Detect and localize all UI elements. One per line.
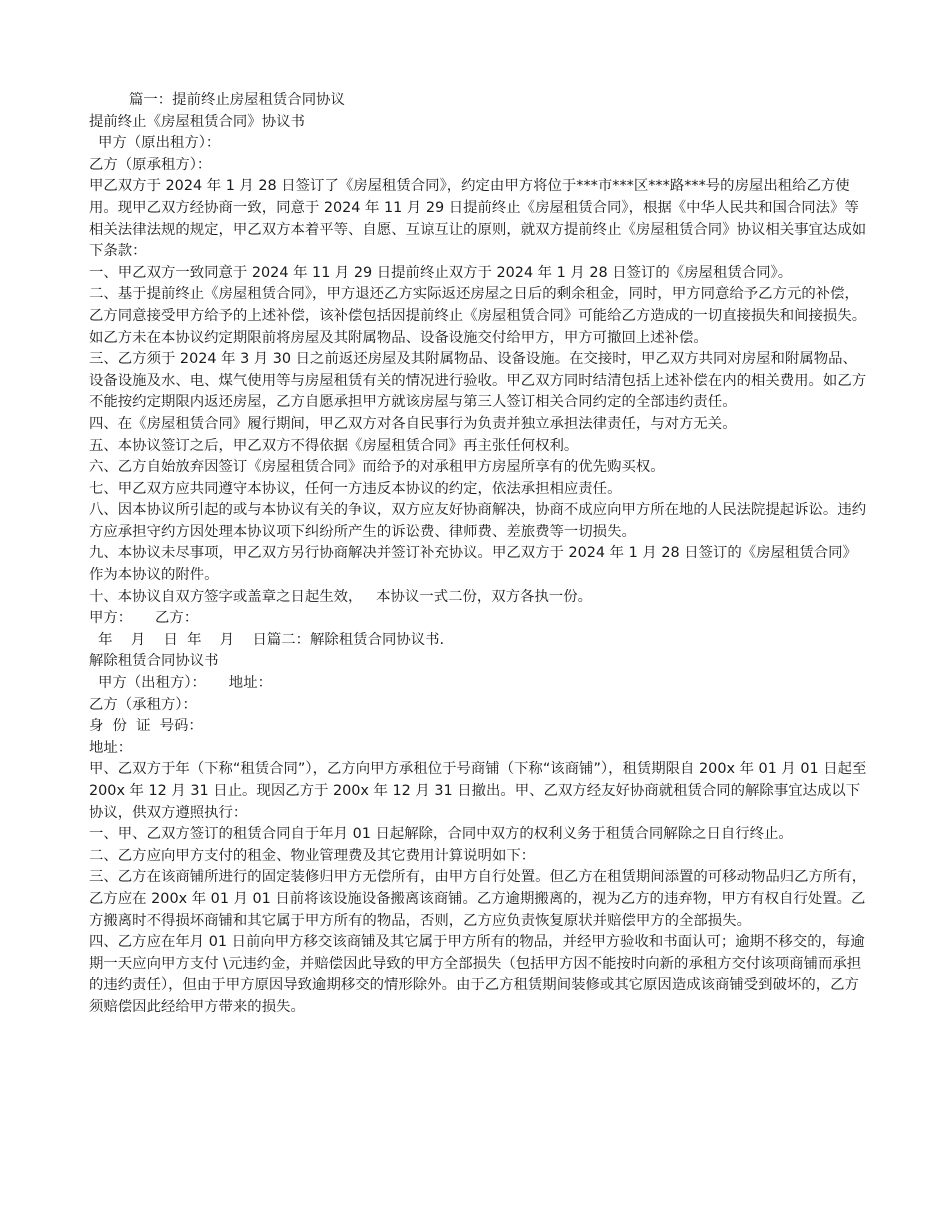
clause-2-3: 三、乙方在该商铺所进行的固定装修归甲方无偿所有，由甲方自行处置。但乙方在租赁期间添置的可移动物品归乙方所有，乙方应在 200x 年 01 月 01 日前将该设施设备搬离该商铺。乙方逾期搬离的，视为乙方的违弃物，甲方有权自行处置。乙方搬离时不得损坏商铺和其它属于甲方所有的物品，否则，乙方应负责恢复原状并赔偿甲方的全部损失。: [89, 869, 867, 929]
clause-10: 十、本协议自双方签字或盖章之日起生效， 本协议一式二份，双方各执一份。: [89, 588, 593, 605]
address-line: 地址：: [89, 739, 133, 756]
clause-4: 四、在《房屋租赁合同》履行期间，甲乙双方对各自民事行为负责并独立承担法律责任，与对方无关。: [89, 415, 737, 432]
clause-8: 八、因本协议所引起的或与本协议有关的争议，双方应友好协商解决，协商不成应向甲方所在地的人民法院提起诉讼。违约方应承担守约方因处理本协议项下纠纷所产生的诉讼费、律师费、差旅费等一切损失。: [89, 502, 867, 540]
clause-2-4: 四、乙方应在年月 01 日前向甲方移交该商铺及其它属于甲方所有的物品，并经甲方验收和书面认可；逾期不移交的，每逾期一天应向甲方支付 \元违约金，并赔偿因此导致的甲方全部损失（包括甲方因不能按时向新的承租方交付该项商铺而承担的违约责任），但由于甲方原因导致逾期移交的情形除外。由于乙方租赁期间装修或其它原因造成该商铺受到破坏的，乙方须赔偿因此经给甲方带来的损失。: [89, 934, 865, 1015]
clause-3: 三、乙方须于 2024 年 3 月 30 日之前返还房屋及其附属物品、设备设施。在交接时，甲乙双方共同对房屋和附属物品、设备设施及水、电、煤气使用等与房屋租赁有关的情况进行验收。甲乙双方同时结清包括上述补偿在内的相关费用。如乙方不能按约定期限内返还房屋，乙方自愿承担甲方就该房屋与第三人签订相关合同约定的全部违约责任。: [89, 351, 867, 411]
lessor-line: 甲方（出租方）： 地址：: [98, 675, 272, 692]
id-number-line: 身 份 证 号码：: [89, 718, 203, 735]
signature-line: 甲方： 乙方：: [89, 610, 199, 627]
party-b-line: 乙方（原承租方）：: [89, 156, 212, 173]
agreement-title-1: 提前终止《房屋租赁合同》协议书: [89, 113, 305, 130]
clause-9: 九、本协议未尽事项，甲乙双方另行协商解决并签订补充协议。甲乙双方于 2024 年 1 月 28 日签订的《房屋租赁合同》作为本协议的附件。: [89, 545, 857, 584]
agreement-title-2: 解除租赁合同协议书: [89, 653, 219, 670]
date-line: 年 月 日 年 月 日篇二：解除租赁合同协议书.: [89, 631, 445, 648]
clause-5: 五、本协议签订之后，甲乙双方不得依据《房屋租赁合同》再主张任何权利。: [89, 437, 579, 454]
clause-2: 二、基于提前终止《房屋租赁合同》，甲方退还乙方实际返还房屋之日后的剩余租金，同时，甲方同意给予乙方元的补偿，乙方同意接受甲方给予的上述补偿，该补偿包括因提前终止《房屋租赁合同》可能给乙方造成的一切直接损失和间接损失。如乙方未在本协议约定期限前将房屋及其附属物品、设备设施交付给甲方，甲方可撤回上述补偿。: [89, 286, 867, 346]
clause-6: 六、乙方自始放弃因签订《房屋租赁合同》而给予的对承租甲方房屋所享有的优先购买权。: [89, 459, 665, 476]
section-heading-1: 篇一：提前终止房屋租赁合同协议: [129, 92, 345, 108]
clause-1: 一、甲乙双方一致同意于 2024 年 11 月 29 日提前终止双方于 2024 年 1 月 28 日签订的《房屋租赁合同》。: [89, 264, 793, 281]
preamble-paragraph: 甲乙双方于 2024 年 1 月 28 日签订了《房屋租赁合同》，约定由甲方将位于***市***区***路***号的房屋出租给乙方使用。现甲乙双方经协商一致，同意于 2024 年 11 月 29 日提前终止《房屋租赁合同》，根据《中华人民共和国合同法》等相关法律法规的规定，甲乙双方本着平等、自愿、互谅互让的原则，就双方提前终止《房屋租赁合同》协议相关事宜达成如下条款：: [89, 178, 867, 260]
document-body: [89, 90, 876, 1019]
preamble-paragraph-2: 甲、乙双方于年（下称“租赁合同”），乙方向甲方承租位于号商铺（下称“该商铺”），租赁期限自 200x 年 01 月 01 日起至 200x 年 12 月 31 日止。现因乙方于 200x 年 12 月 31 日撤出。甲、乙双方经友好协商就租赁合同的解除事宜达成以下协议，供双方遵照执行：: [89, 761, 876, 821]
party-a-line: 甲方（原出租方）：: [98, 135, 221, 152]
lessee-line: 乙方（承租方）：: [89, 696, 197, 713]
clause-7: 七、甲乙双方应共同遵守本协议，任何一方违反本协议的约定，依法承担相应责任。: [89, 480, 622, 497]
clause-2-2: 二、乙方应向甲方支付的租金、物业管理费及其它费用计算说明如下：: [89, 847, 536, 864]
clause-2-1: 一、甲、乙双方签订的租赁合同自于年月 01 日起解除，合同中双方的权利义务于租赁合同解除之日自行终止。: [89, 826, 793, 843]
